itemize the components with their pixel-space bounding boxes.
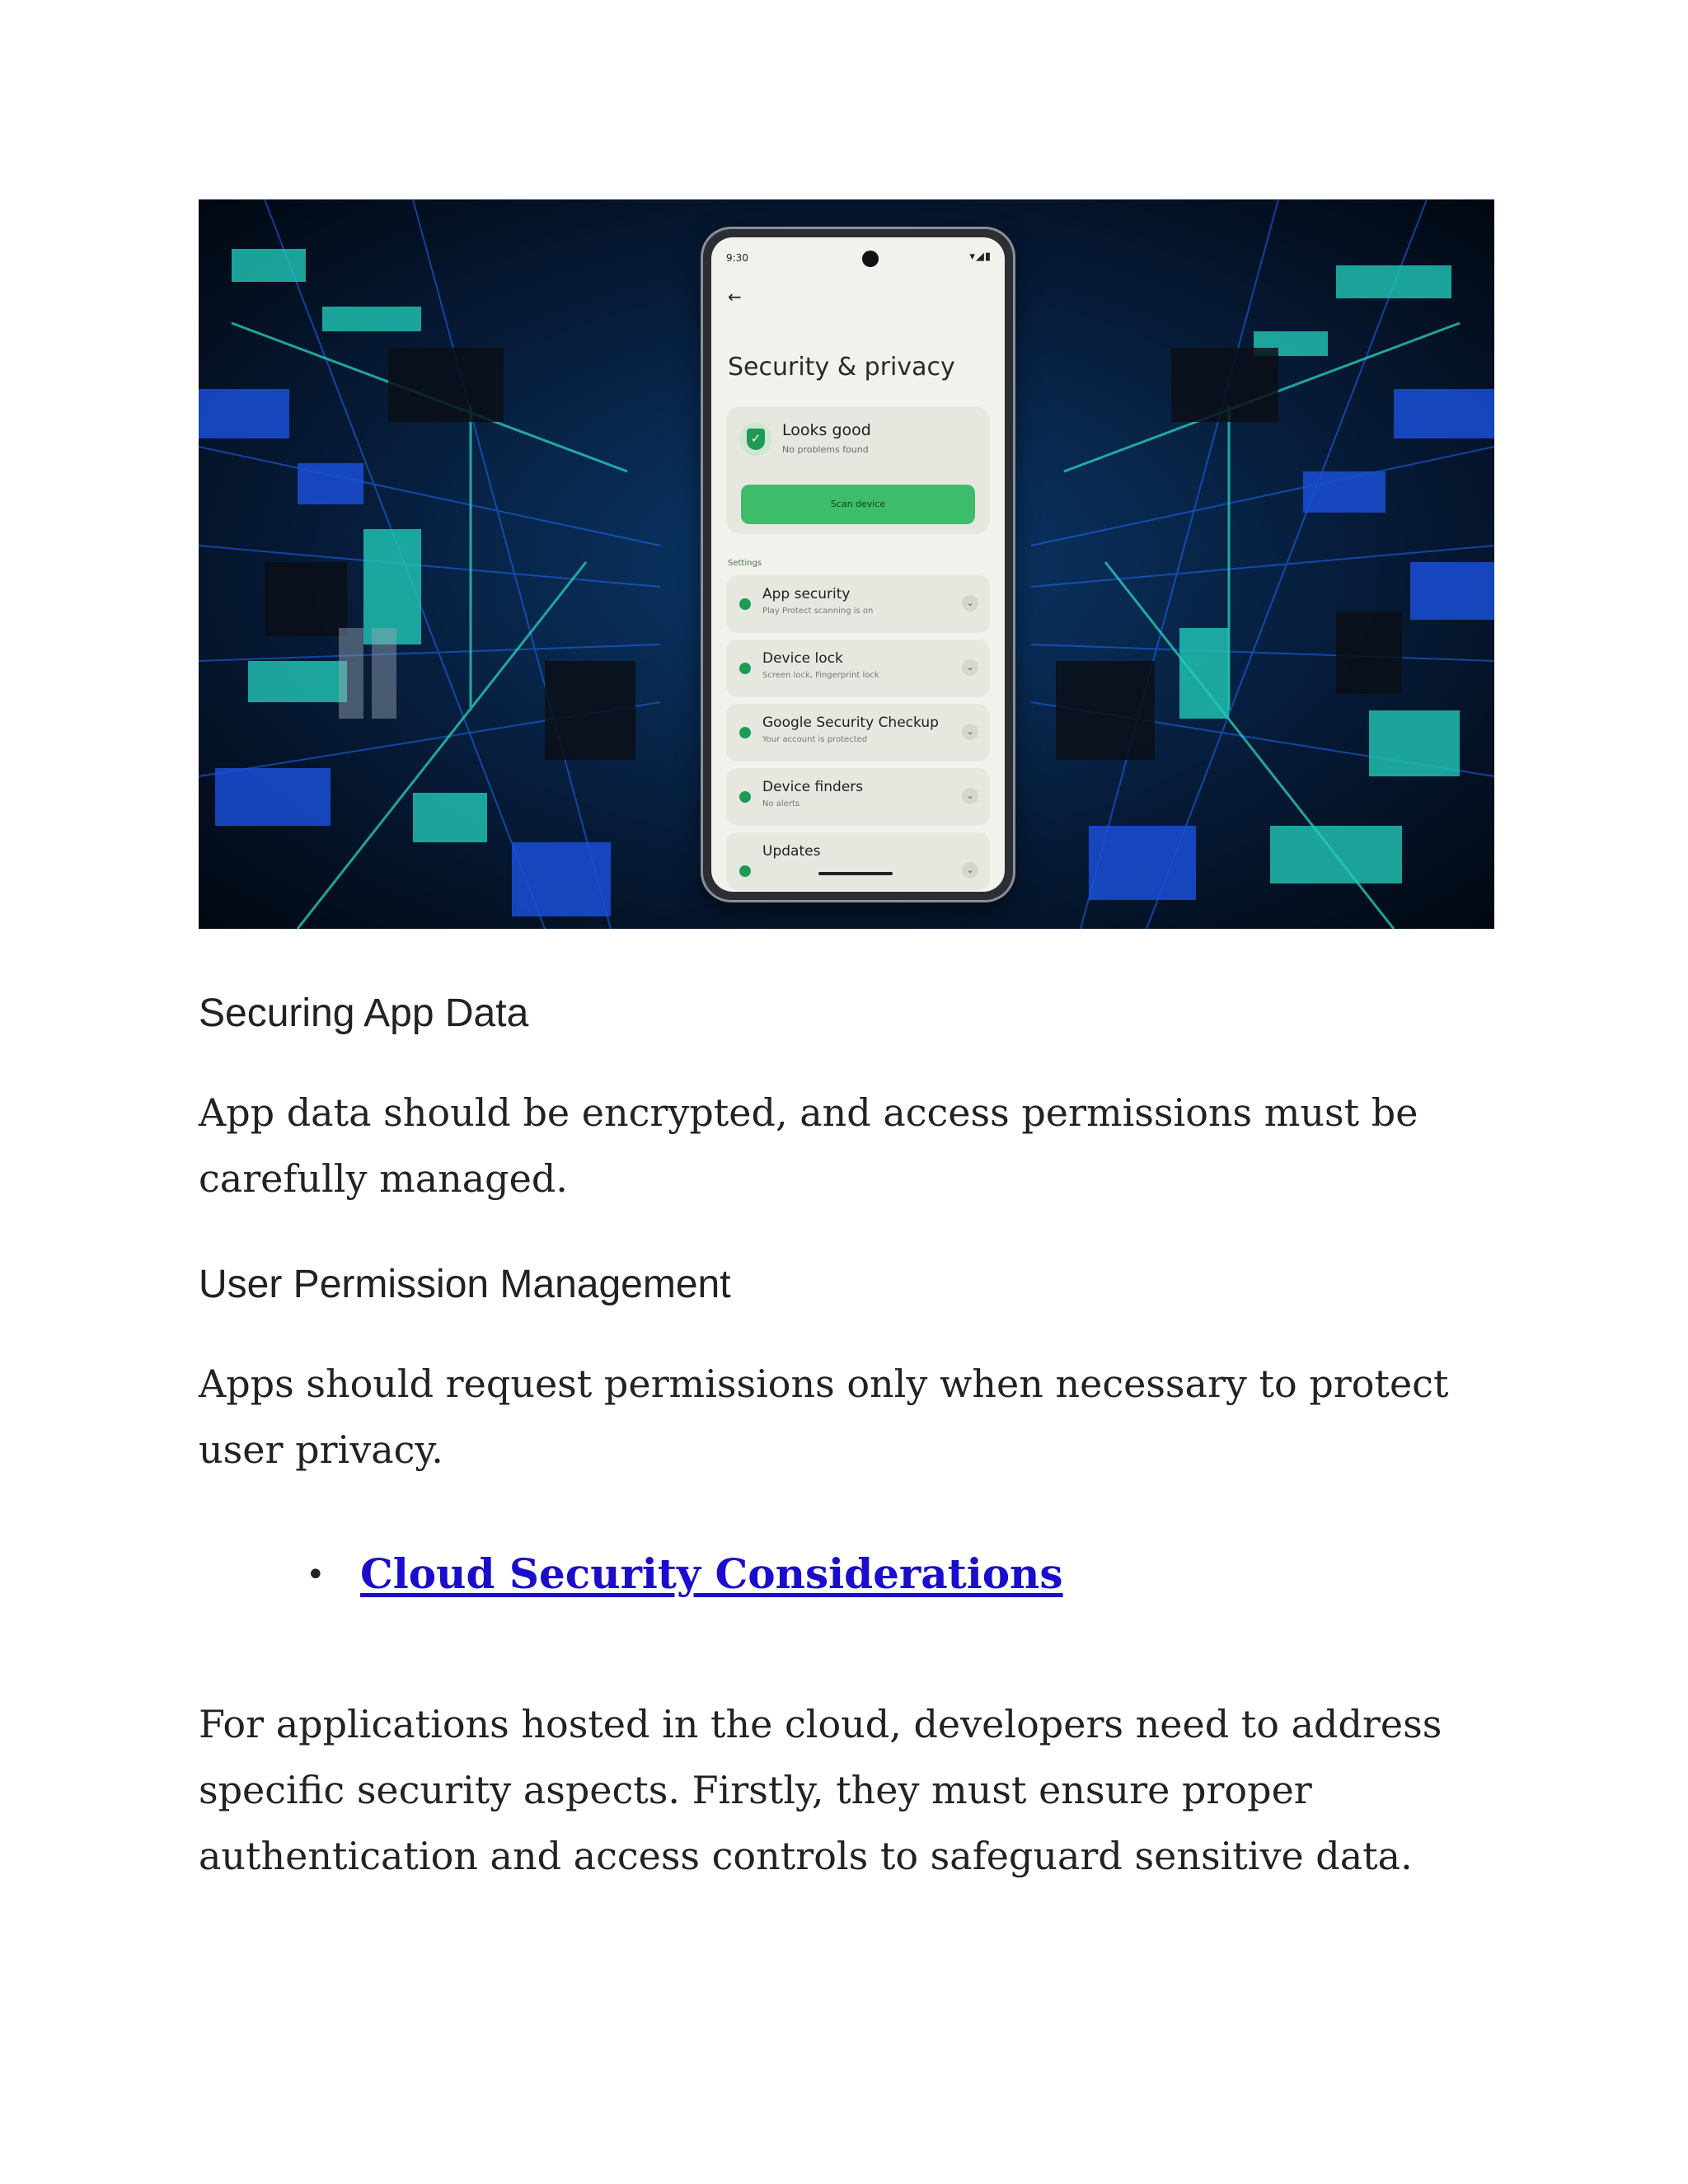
shield-check-icon: ✓ <box>739 423 772 456</box>
status-card <box>726 406 990 534</box>
status-time: 9:30 <box>726 252 748 264</box>
setting-title: Device lock <box>762 650 843 667</box>
screen-title: Security & privacy <box>728 353 955 382</box>
status-bar <box>724 251 992 267</box>
chevron-down-icon: ⌄ <box>962 862 978 879</box>
setting-title: Google Security Checkup <box>762 715 939 731</box>
setting-title: App security <box>762 586 851 602</box>
setting-subtitle: Screen lock, Fingerprint lock <box>762 671 879 680</box>
setting-item <box>726 575 990 633</box>
setting-title: Device finders <box>762 779 864 795</box>
setting-subtitle: Play Protect scanning is on <box>762 607 874 616</box>
setting-title: Updates <box>762 843 821 860</box>
status-subtitle: No problems found <box>782 444 869 455</box>
check-dot-icon <box>739 865 751 877</box>
settings-label: Settings <box>728 559 762 568</box>
setting-item <box>726 832 990 890</box>
chevron-down-icon: ⌄ <box>962 788 978 804</box>
chevron-down-icon: ⌄ <box>962 595 978 612</box>
check-dot-icon <box>739 727 751 738</box>
cloud-security-link[interactable]: Cloud Security Considerations <box>360 1549 1063 1598</box>
status-title: Looks good <box>782 421 871 439</box>
section-heading: Securing App Data <box>199 991 529 1035</box>
camera-icon <box>862 251 879 267</box>
phone-mockup <box>703 229 1013 900</box>
phone-screen <box>711 237 1005 892</box>
section-paragraph: Apps should request permissions only when necessary to protect user privacy. <box>199 1361 1449 1472</box>
chevron-down-icon: ⌄ <box>962 659 978 676</box>
signal-battery-icon: ▾◢▮ <box>969 251 992 263</box>
section-heading: User Permission Management <box>199 1263 731 1306</box>
setting-item <box>726 768 990 826</box>
check-dot-icon <box>739 791 751 803</box>
setting-item <box>726 704 990 762</box>
chevron-down-icon: ⌄ <box>962 724 978 740</box>
check-dot-icon <box>739 663 751 674</box>
hero-image <box>199 199 1494 929</box>
setting-subtitle: Your account is protected <box>762 735 868 744</box>
check-dot-icon <box>739 598 751 610</box>
scan-device-button: Scan device <box>741 485 975 524</box>
page <box>199 199 1494 1878</box>
setting-item <box>726 640 990 697</box>
back-arrow-icon: ← <box>728 287 742 307</box>
home-indicator <box>818 872 893 875</box>
bullet-icon: • <box>306 1556 326 1594</box>
section-paragraph: App data should be encrypted, and access permissions must be carefully managed. <box>199 1090 1418 1201</box>
closing-paragraph: For applications hosted in the cloud, developers need to address specific security aspects. Firstly, they must ensure proper authentication and access controls to safeguard sensitive data. <box>199 1702 1442 1878</box>
setting-subtitle: No alerts <box>762 799 800 808</box>
